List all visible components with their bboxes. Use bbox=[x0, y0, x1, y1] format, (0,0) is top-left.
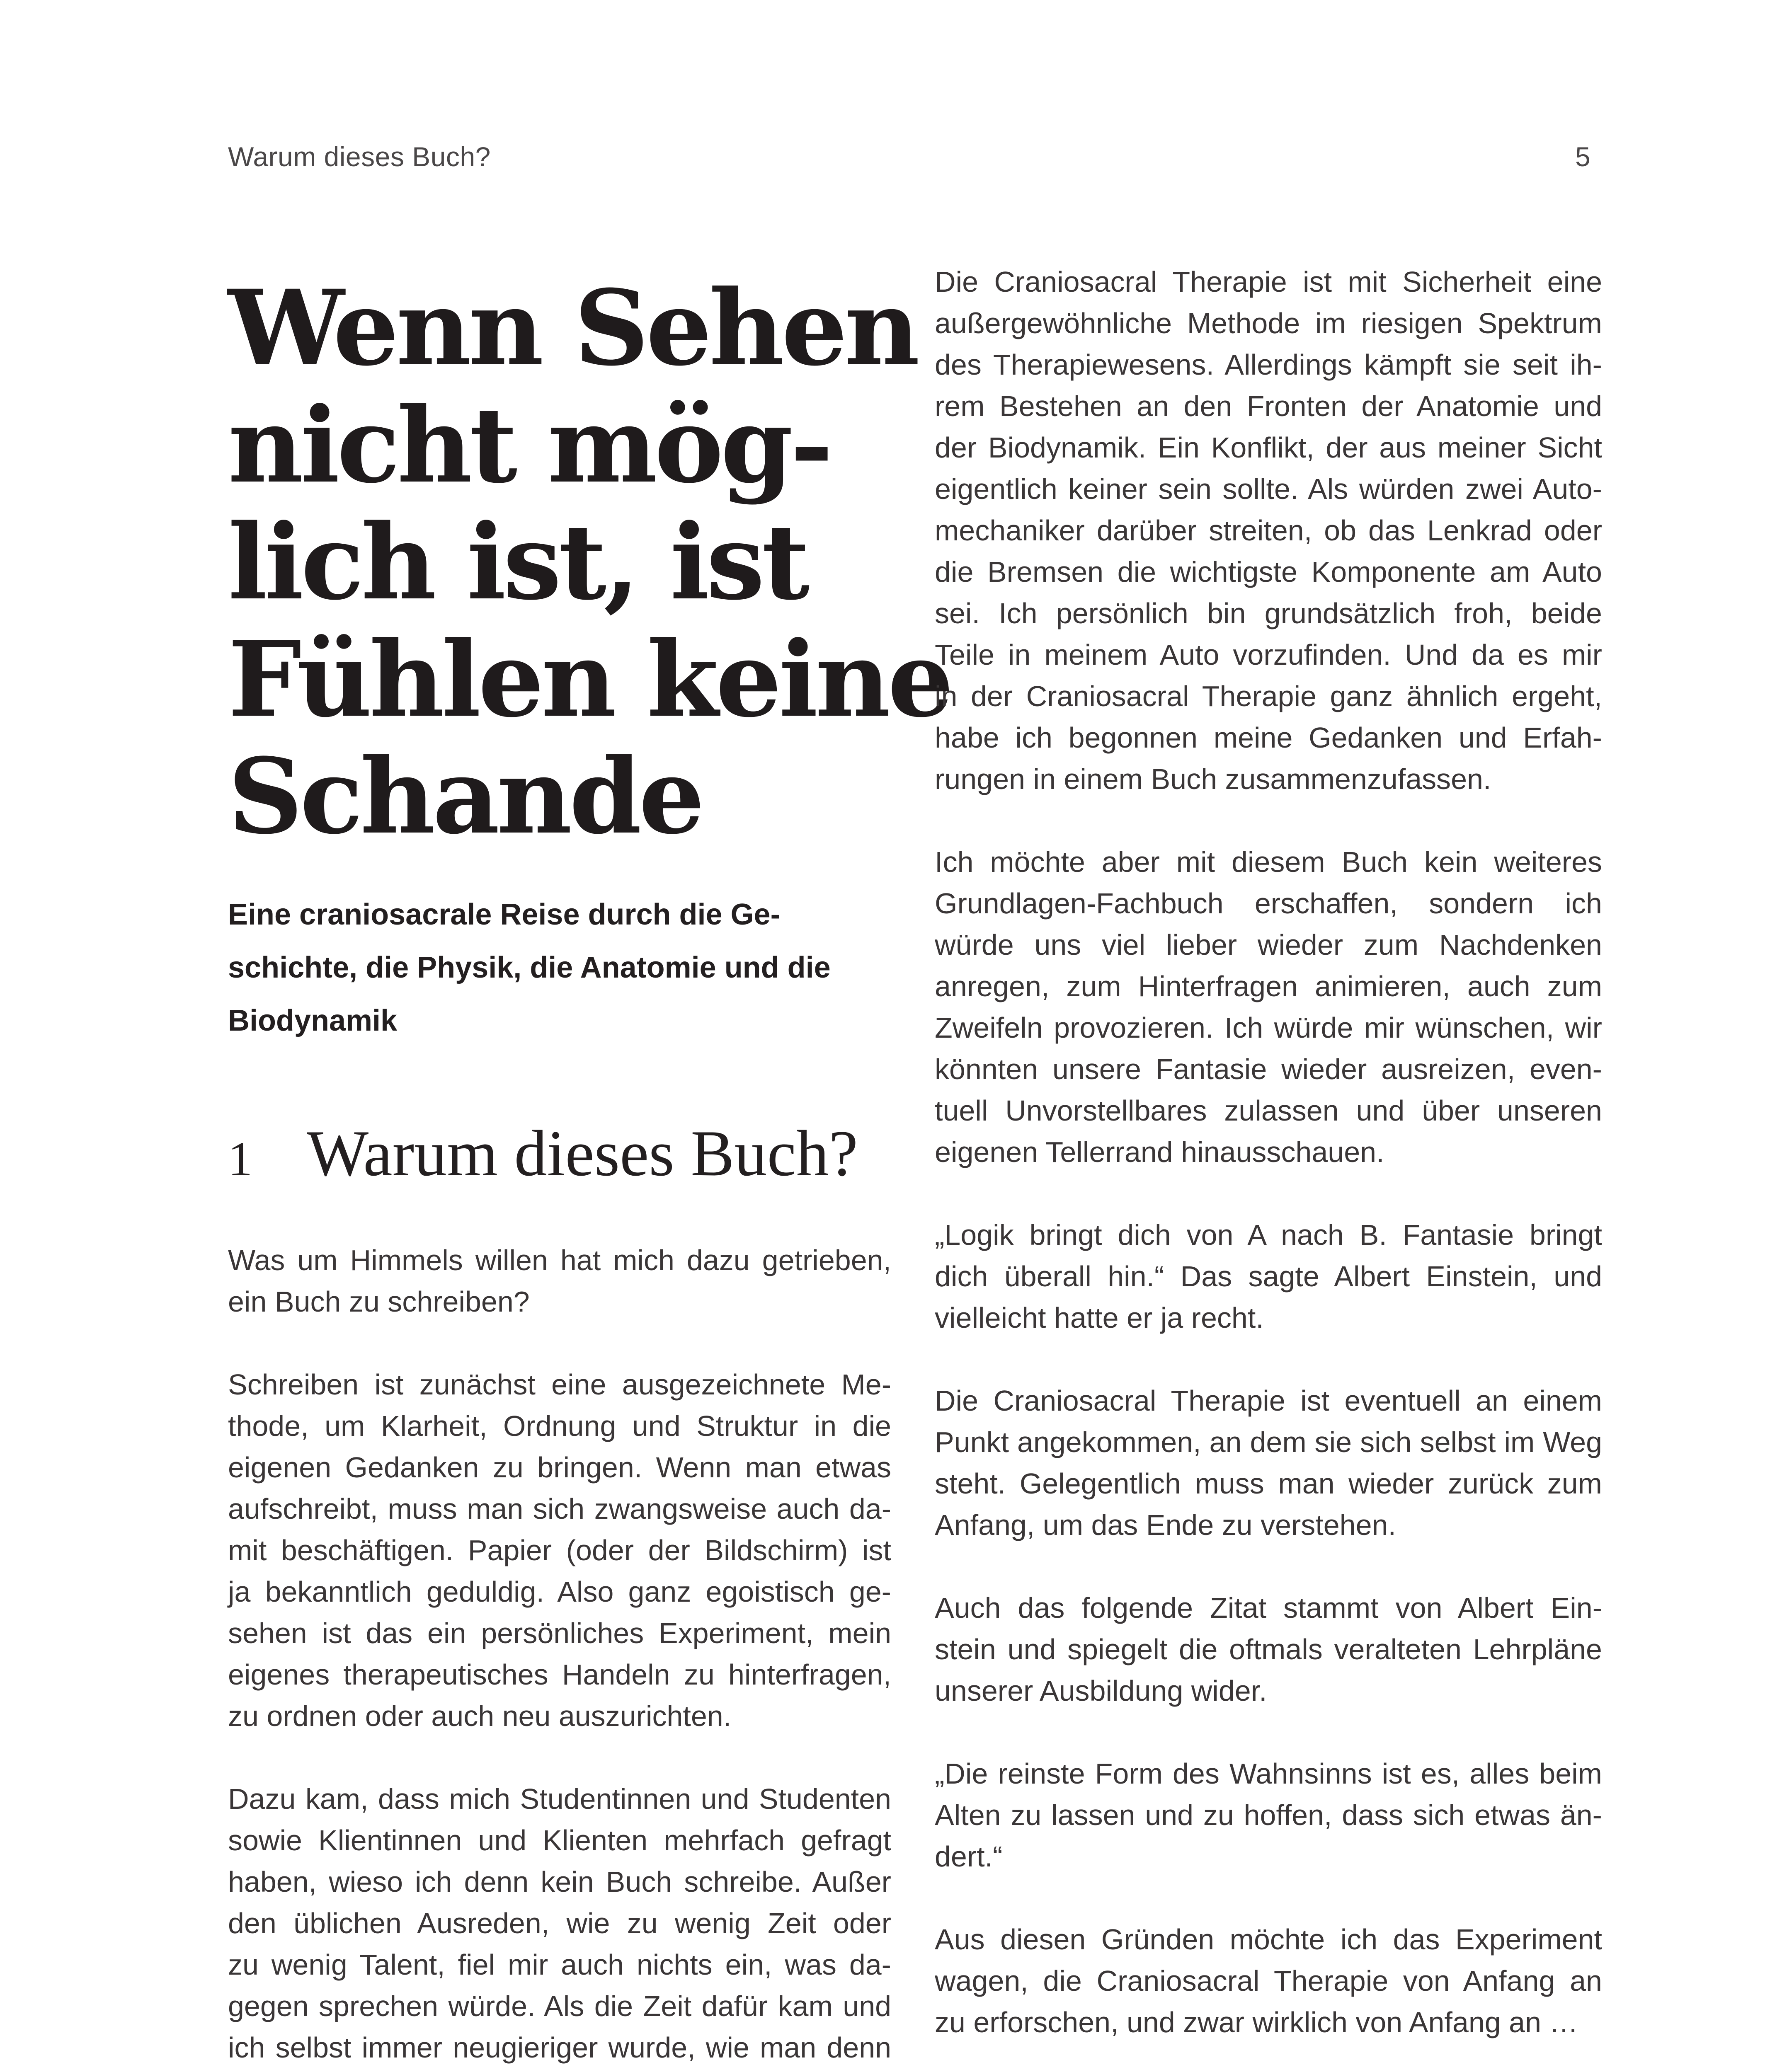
right-column bbox=[935, 261, 1602, 2072]
paragraph bbox=[935, 1919, 1602, 2043]
text-line: Alten zu lassen und zu hoffen, dass sich etwas än- bbox=[935, 1799, 1602, 1831]
text-line: haben, wieso ich denn kein Buch schreibe. Außer bbox=[228, 1865, 891, 1898]
text-line: die Bremsen die wichtigste Komponente am Auto bbox=[935, 556, 1602, 588]
text-line: Ich möchte aber mit diesem Buch kein weiteres bbox=[935, 846, 1602, 878]
paragraph bbox=[935, 1380, 1602, 1546]
subtitle-line: schichte, die Physik, die Anatomie und die bbox=[228, 951, 831, 984]
paragraph bbox=[935, 261, 1602, 800]
text-line: zu ordnen oder auch neu auszurichten. bbox=[228, 1699, 732, 1732]
text-line: eigenen Gedanken zu bringen. Wenn man etwas bbox=[228, 1451, 891, 1484]
page-number: 5 bbox=[1575, 141, 1590, 172]
text-line: zu wenig Talent, fiel mir auch nichts ein, was da- bbox=[228, 1948, 891, 1981]
text-line: eigentlich keiner sein sollte. Als würden zwei Auto- bbox=[935, 473, 1602, 505]
title-line: Schande bbox=[228, 735, 702, 857]
text-line bbox=[228, 2068, 891, 2072]
text-line: zu erforschen, und zwar wirklich von Anfang an … bbox=[935, 2006, 1578, 2038]
title-line: lich ist, ist bbox=[228, 501, 807, 623]
text-line: vielleicht hatte er ja recht. bbox=[935, 1302, 1264, 1334]
title-line: nicht mög- bbox=[228, 384, 831, 506]
text-line: stein und spiegelt die oftmals veralteten Lehrpläne bbox=[935, 1633, 1602, 1665]
paragraph bbox=[935, 1214, 1602, 1339]
chapter-title: Warum dieses Buch? bbox=[307, 1117, 858, 1190]
subtitle-line: Biodynamik bbox=[228, 1004, 398, 1037]
running-header-title: Warum dieses Buch? bbox=[228, 141, 491, 172]
text-line: der Biodynamik. Ein Konflikt, der aus meiner Sicht bbox=[935, 431, 1602, 464]
left-column bbox=[228, 267, 951, 2072]
text-line: sei. Ich persönlich bin grundsätzlich froh, beide bbox=[935, 597, 1602, 629]
text-line: Die Craniosacral Therapie ist eventuell an einem bbox=[935, 1385, 1602, 1417]
text-line: ein Buch zu schreiben? bbox=[228, 1285, 530, 1318]
text-line: wagen, die Craniosacral Therapie von Anfang an bbox=[935, 1965, 1602, 1997]
subtitle-line: Eine craniosacrale Reise durch die Ge- bbox=[228, 898, 781, 931]
text-line: außergewöhnliche Methode im riesigen Spektrum bbox=[935, 307, 1602, 339]
text-line: „Die reinste Form des Wahnsinns ist es, alles beim bbox=[935, 1757, 1602, 1790]
text-line: eigenes therapeutisches Handeln zu hinterfragen, bbox=[228, 1658, 891, 1691]
text-line: sowie Klientinnen und Klienten mehrfach gefragt bbox=[228, 1824, 891, 1857]
text-line: könnten unsere Fantasie wieder ausreizen, even- bbox=[935, 1053, 1602, 1085]
text-line: den üblichen Ausreden, wie zu wenig Zeit oder bbox=[228, 1907, 891, 1939]
text-line: Aus diesen Gründen möchte ich das Experiment bbox=[935, 1923, 1602, 1956]
paragraph bbox=[935, 1587, 1602, 1711]
text-line: des Therapiewesens. Allerdings kämpft sie seit ih- bbox=[935, 349, 1602, 381]
text-line: Punkt angekommen, an dem sie sich selbst im Weg bbox=[935, 1426, 1602, 1458]
text-line: aufschreibt, muss man sich zwangsweise auch da- bbox=[228, 1492, 891, 1525]
text-line: ich selbst immer neugieriger wurde, wie man denn bbox=[228, 2031, 891, 2064]
text-line: Was um Himmels willen hat mich dazu getrieben, bbox=[228, 1244, 891, 1276]
paragraph bbox=[935, 1753, 1602, 1877]
text-line: unserer Ausbildung wider. bbox=[935, 1675, 1267, 1707]
text-line: eigenen Tellerrand hinausschauen. bbox=[935, 1136, 1384, 1168]
text-line: Zweifeln provozieren. Ich würde mir wünschen, wir bbox=[935, 1012, 1602, 1044]
text-line: gegen sprechen würde. Als die Zeit dafür kam und bbox=[228, 1990, 891, 2022]
text-line: rem Bestehen an den Fronten der Anatomie und bbox=[935, 390, 1602, 422]
text-line: ja bekanntlich geduldig. Also ganz egoistisch ge- bbox=[228, 1575, 891, 1608]
page-title bbox=[228, 267, 951, 857]
right-body-text bbox=[935, 261, 1602, 2072]
text-line: Auch das folgende Zitat stammt von Albert Ein- bbox=[935, 1592, 1602, 1624]
text-line: habe ich begonnen meine Gedanken und Erfah- bbox=[935, 721, 1602, 754]
text-line: sehen ist das ein persönliches Experiment, mein bbox=[228, 1617, 891, 1649]
text-line: „Logik bringt dich von A nach B. Fantasie bringt bbox=[935, 1219, 1602, 1251]
paragraph bbox=[228, 1778, 891, 2072]
text-line: in der Craniosacral Therapie ganz ähnlich ergeht, bbox=[935, 680, 1602, 712]
paragraph bbox=[228, 1364, 891, 1737]
text-line: mit beschäftigen. Papier (oder der Bildschirm) ist bbox=[228, 1534, 891, 1566]
text-line: dich überall hin.“ Das sagte Albert Einstein, und bbox=[935, 1260, 1602, 1293]
text-line: steht. Gelegentlich muss man wieder zurück zum bbox=[935, 1467, 1602, 1500]
text-line: Teile in meinem Auto vorzufinden. Und da es mir bbox=[935, 639, 1602, 671]
text-line: Grundlagen-Fachbuch erschaffen, sondern ich bbox=[935, 887, 1602, 920]
text-line: Schreiben ist zunächst eine ausgezeichnete Me- bbox=[228, 1368, 891, 1401]
text-line: dert.“ bbox=[935, 1840, 1003, 1873]
text-line: Die Craniosacral Therapie ist mit Sicherheit eine bbox=[935, 266, 1602, 298]
text-line: anregen, zum Hinterfragen animieren, auch zum bbox=[935, 970, 1602, 1002]
paragraph bbox=[228, 1239, 891, 1322]
text-line: mechaniker darüber streiten, ob das Lenkrad oder bbox=[935, 514, 1602, 547]
text-line: würde uns viel lieber wieder zum Nachdenken bbox=[935, 929, 1602, 961]
text-line: tuell Unvorstellbares zulassen und über unseren bbox=[935, 1094, 1602, 1127]
paragraph bbox=[935, 841, 1602, 1173]
subtitle bbox=[228, 888, 891, 1047]
text-line: thode, um Klarheit, Ordnung und Struktur in die bbox=[228, 1409, 891, 1442]
left-body-text bbox=[228, 1239, 891, 2072]
title-line: Fühlen keine bbox=[228, 618, 951, 740]
text-line: Anfang, um das Ende zu verstehen. bbox=[935, 1509, 1396, 1541]
chapter-number: 1 bbox=[228, 1131, 252, 1186]
text-line: Dazu kam, dass mich Studentinnen und Studenten bbox=[228, 1782, 891, 1815]
title-line: Wenn Sehen bbox=[228, 267, 917, 389]
chapter-heading bbox=[228, 1118, 891, 1190]
text-line: rungen in einem Buch zusammenzufassen. bbox=[935, 763, 1491, 795]
